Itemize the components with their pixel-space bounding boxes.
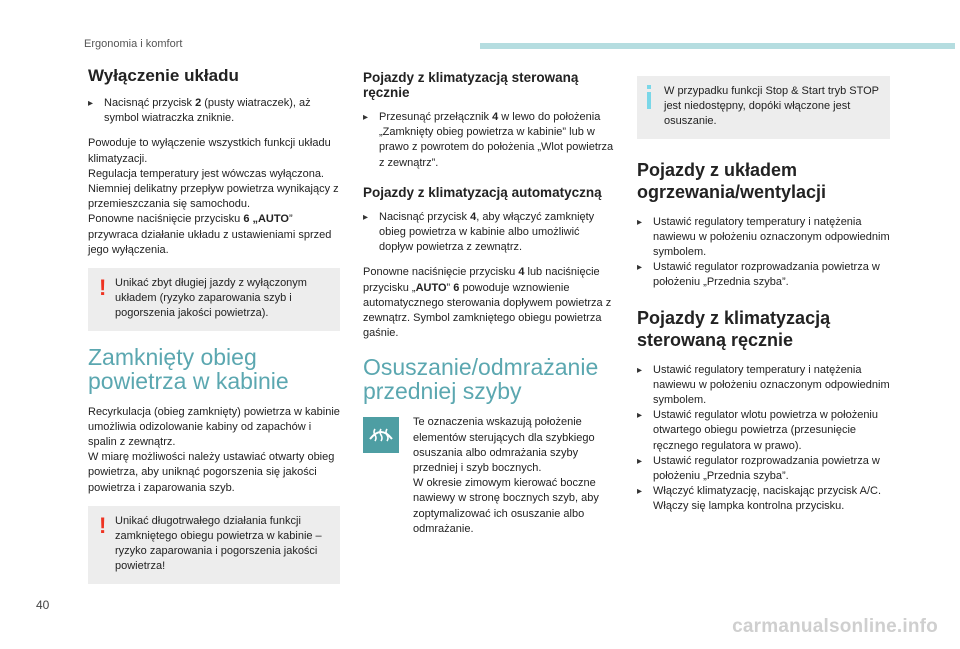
paragraph: Recyrkulacja (obieg zamknięty) powietrza w kabinie umożliwia odizolowanie kabiny od zapachów i spalin z zewnątrz. W miarę możliwości należy ustawiać otwarty obieg powietrza, aby uniknąć pogorszenia się jakości powietrza i zaparowania szyb. [88, 405, 340, 494]
bullet-item: ▸ Nacisnąć przycisk 2 (pusty wiatraczek), aż symbol wiatraczka zniknie. [88, 97, 311, 125]
bullet-item: ▸ Ustawić regulator rozprowadzania powietrza w położeniu „Przednia szyba”. [637, 261, 880, 289]
section-title-heating-ventilation: Pojazdy z układem ogrzewania/wentylacji [637, 159, 827, 202]
column-left [88, 66, 340, 598]
watermark: carmanualsonline.info [732, 616, 938, 637]
bullet-arrow-icon: ▸ [363, 211, 369, 223]
header-accent-bar [480, 43, 955, 49]
bullet-arrow-icon: ▸ [637, 262, 643, 274]
info-note: W przypadku funkcji Stop & Start tryb STOP jest niedostępny, dopóki włączone jest osuszanie. [637, 76, 890, 139]
running-header: Ergonomia i komfort [84, 38, 183, 50]
bullet-arrow-icon: ▸ [363, 112, 369, 123]
warning-note: ! Unikać długotrwałego działania funkcji zamkniętego obiegu powietrza w kabinie – ryzyko zaparowania i pogorszenia jakości powietrza! [88, 506, 340, 584]
section-title-manual-ac-right: Pojazdy z klimatyzacją sterowaną ręcznie [637, 307, 831, 350]
bullet-item: ▸ Włączyć klimatyzację, naciskając przycisk A/C. Włączy się lampka kontrolna przycisku. [637, 485, 881, 513]
exclamation-icon: ! [99, 275, 107, 301]
bullet-item: ▸ Ustawić regulator rozprowadzania powietrza w położeniu „Przednia szyba”. [637, 454, 880, 483]
paragraph: Powoduje to wyłączenie wszystkich funkcji układu klimatyzacji. Regulacja temperatury jest wówczas wyłączona. Niemniej delikatny przepływ powietrza wynikający z przemieszczania się samochodu. Ponowne naciśnięcie przycisku 6 „AUTO” przywraca działanie układu z ustawieniami sprzed jego wyłączenia. [88, 137, 339, 256]
bullet-arrow-icon: ▸ [637, 364, 643, 376]
bullet-arrow-icon: ▸ [637, 216, 643, 228]
column-right [637, 76, 890, 515]
bullet-arrow-icon: ▸ [88, 98, 94, 109]
warning-note: ! Unikać zbyt długiej jazdy z wyłączonym układem (ryzyko zaparowania szyb i pogorszenia jakości powietrza). [88, 268, 340, 331]
bullet-arrow-icon: ▸ [637, 410, 643, 422]
section-title-manual-ac: Pojazdy z klimatyzacją sterowaną ręcznie [363, 70, 579, 100]
section-title-system-off: Wyłączenie układu [88, 66, 239, 85]
section-title-defrost: Osuszanie/odmrażanie przedniej szyby [363, 354, 599, 405]
bullet-arrow-icon: ▸ [637, 486, 643, 498]
bullet-item: ▸ Ustawić regulator wlotu powietrza w położeniu otwartego obiegu powietrza (przesunięcie ręcznego regulatora w prawo). [637, 409, 878, 452]
defrost-info-row [363, 415, 615, 537]
bullet-item: ▸ Ustawić regulatory temperatury i natężenia nawiewu w położeniu oznaczonym odpowiednim symbolem. [637, 215, 890, 259]
bullet-item: ▸ Ustawić regulatory temperatury i natężenia nawiewu w położeniu oznaczonym odpowiednim symbolem. [637, 363, 890, 407]
bullet-item: ▸ Przesunąć przełącznik 4 w lewo do położenia „Zamknięty obieg powietrza w kabinie” lub w prawo z powrotem do położenia „Wlot powietrza z zewnątrz”. [363, 111, 614, 169]
defrost-icon [363, 417, 399, 453]
bullet-item: ▸ Nacisnąć przycisk 4, aby włączyć zamknięty obieg powietrza w kabinie albo umożliwić dopływ powietrza z zewnątrz. [363, 210, 595, 254]
column-middle [363, 70, 615, 537]
paragraph: Ponowne naciśnięcie przycisku 4 lub naciśnięcie przycisku „AUTO” 6 powoduje wznowienie automatycznego sterowania dopływem powietrza z zewnątrz. Symbol zamkniętego obiegu powietrza gaśnie. [363, 266, 612, 340]
info-icon [647, 85, 651, 109]
page-number: 40 [36, 598, 50, 612]
exclamation-icon: ! [99, 512, 107, 538]
section-title-recirculation: Zamknięty obieg powietrza w kabinie [88, 343, 289, 394]
section-title-auto-ac: Pojazdy z klimatyzacją automatyczną [363, 184, 602, 200]
defrost-description: Te oznaczenia wskazują położenie elementów sterujących dla szybkiego osuszania albo odmrażania szyby przedniej i szyb bocznych. W okresie zimowym kierować boczne nawiewy w stronę bocznych szyb, aby zoptymalizować ich osuszanie albo odmrażanie. [413, 416, 599, 535]
bullet-arrow-icon: ▸ [637, 455, 643, 467]
